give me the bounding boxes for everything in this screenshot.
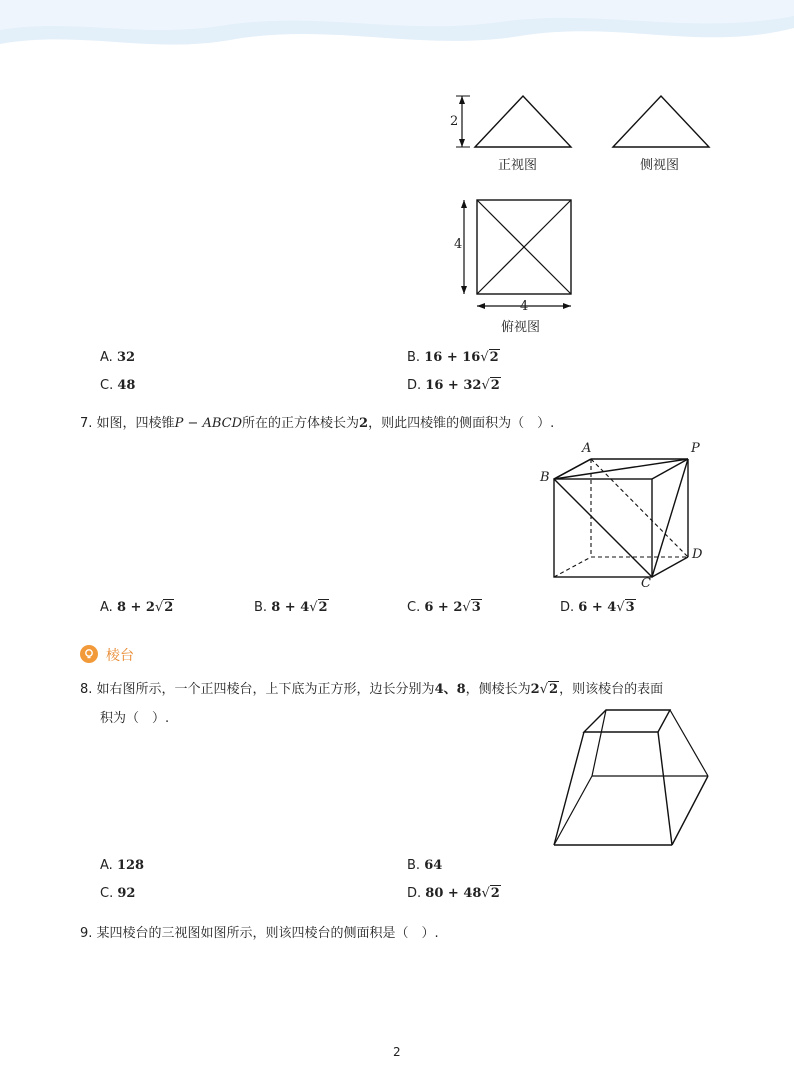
q6-option-a[interactable]: A. 32 — [100, 350, 136, 365]
q6-option-b[interactable]: B. 16 + 16√2 — [407, 350, 499, 365]
q6-dim-2: 2 — [450, 114, 459, 129]
q8-frustum-figure — [548, 702, 714, 852]
header-wave — [0, 0, 794, 60]
q7-label-p: P — [691, 441, 700, 456]
q7-label-c: C — [641, 576, 651, 591]
q8-option-c[interactable]: C. 92 — [100, 886, 136, 901]
q7-option-b[interactable]: B. 8 + 4√2 — [254, 600, 328, 615]
lightbulb-icon — [80, 645, 98, 663]
q6-front-view-label: 正视图 — [498, 158, 538, 173]
q6-top-dim-bottom: 4 — [520, 299, 529, 314]
q8-option-a[interactable]: A. 128 — [100, 858, 145, 873]
side-view-triangle — [613, 96, 709, 147]
q7-label-b: B — [540, 470, 550, 485]
section-title: 棱台 — [106, 648, 134, 664]
q6-three-view-figure — [440, 88, 730, 338]
q8-option-b[interactable]: B. 64 — [407, 858, 443, 873]
q6-option-d[interactable]: D. 16 + 32√2 — [407, 378, 500, 393]
q6-side-view-label: 侧视图 — [640, 158, 680, 173]
q6-top-dim-side: 4 — [454, 237, 463, 252]
q7-question: 7. 如图，四棱锥P − ABCD所在的正方体棱长为2，则此四棱锥的侧面积为（ ）. — [80, 416, 555, 431]
q6-option-c[interactable]: C. 48 — [100, 378, 136, 393]
page-number: 2 — [393, 1045, 401, 1059]
q8-question-line1: 8. 如右图所示，一个正四棱台，上下底为正方形，边长分别为4、8，侧棱长为2√2，则该棱台的表面 — [80, 682, 664, 697]
q8-question-line2: 积为（ ）. — [100, 711, 170, 726]
q7-label-a: A — [582, 441, 592, 456]
q8-option-d[interactable]: D. 80 + 48√2 — [407, 886, 500, 901]
q7-label-d: D — [692, 547, 703, 562]
q7-option-d[interactable]: D. 6 + 4√3 — [560, 600, 635, 615]
q6-top-view-label: 俯视图 — [501, 320, 541, 335]
q7-option-a[interactable]: A. 8 + 2√2 — [100, 600, 174, 615]
q7-option-c[interactable]: C. 6 + 2√3 — [407, 600, 481, 615]
q9-question: 9. 某四棱台的三视图如图所示，则该四棱台的侧面积是（ ）. — [80, 926, 439, 941]
q7-cube-figure — [535, 440, 715, 590]
front-view-triangle — [475, 96, 571, 147]
